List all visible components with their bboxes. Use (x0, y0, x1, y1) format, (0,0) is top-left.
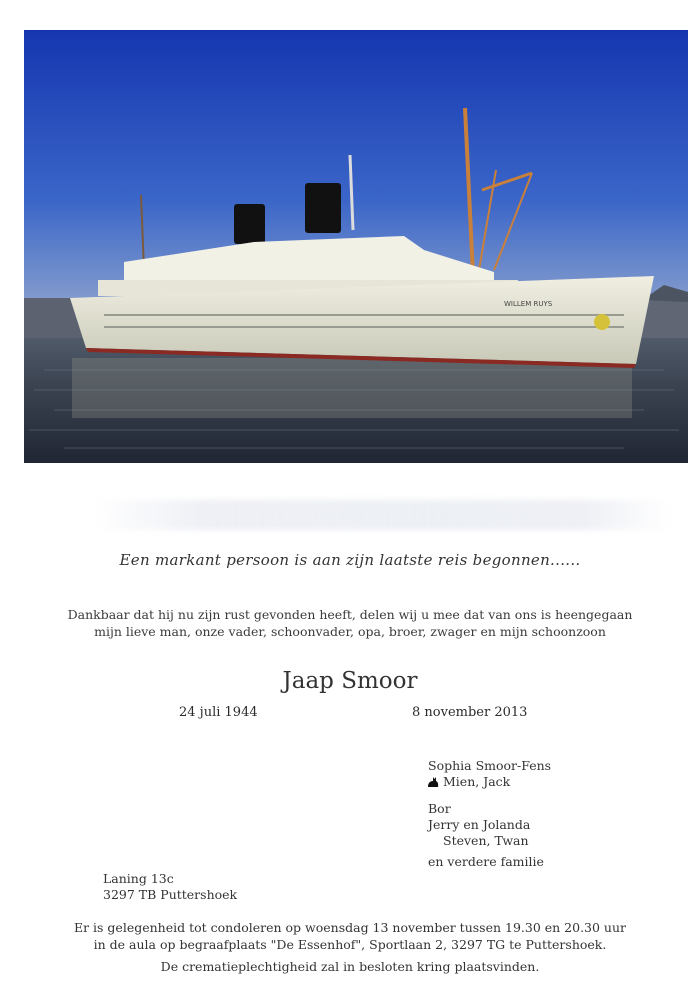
cremation-note: De crematieplechtigheid zal in besloten kring plaatsvinden. (160, 959, 540, 974)
family-child: Bor (428, 801, 451, 816)
condolence-text (0, 919, 700, 953)
intro-text (0, 606, 700, 640)
scan-smear (90, 500, 670, 530)
intro-line-2: mijn lieve man, onze vader, schoonvader, opa, broer, zwager en mijn schoonzoon (94, 624, 606, 639)
ship-illustration (24, 30, 688, 463)
address-city: 3297 TB Puttershoek (103, 887, 238, 902)
intro-line-1: Dankbaar dat hij nu zijn rust gevonden heeft, delen wij u mee dat van ons is heengegaan (67, 607, 633, 622)
deceased-name: Jaap Smoor (282, 668, 418, 694)
condolence-line-2: in de aula op begraafplaats "De Essenhof", Sportlaan 2, 3297 TG te Puttershoek. (93, 937, 607, 952)
family-spouse: Sophia Smoor-Fens (428, 758, 552, 773)
pets-names: Mien, Jack (443, 774, 511, 789)
death-date: 8 november 2013 (412, 705, 528, 720)
family-child-partner: Jerry en Jolanda (428, 817, 531, 832)
ship-name-text: WILLEM RUYS (504, 300, 553, 308)
address-street: Laning 13c (103, 871, 174, 886)
birth-date: 24 juli 1944 (179, 705, 258, 720)
family-grandchildren: Steven, Twan (443, 833, 529, 848)
tagline: Een markant persoon is aan zijn laatste reis begonnen...... (119, 551, 581, 569)
family-further: en verdere familie (428, 854, 544, 869)
cat-icon (426, 774, 440, 788)
condolence-line-1: Er is gelegenheid tot condoleren op woensdag 13 november tussen 19.30 en 20.30 uur (73, 920, 627, 935)
ship-photo (24, 30, 688, 463)
family-pets (426, 774, 510, 789)
